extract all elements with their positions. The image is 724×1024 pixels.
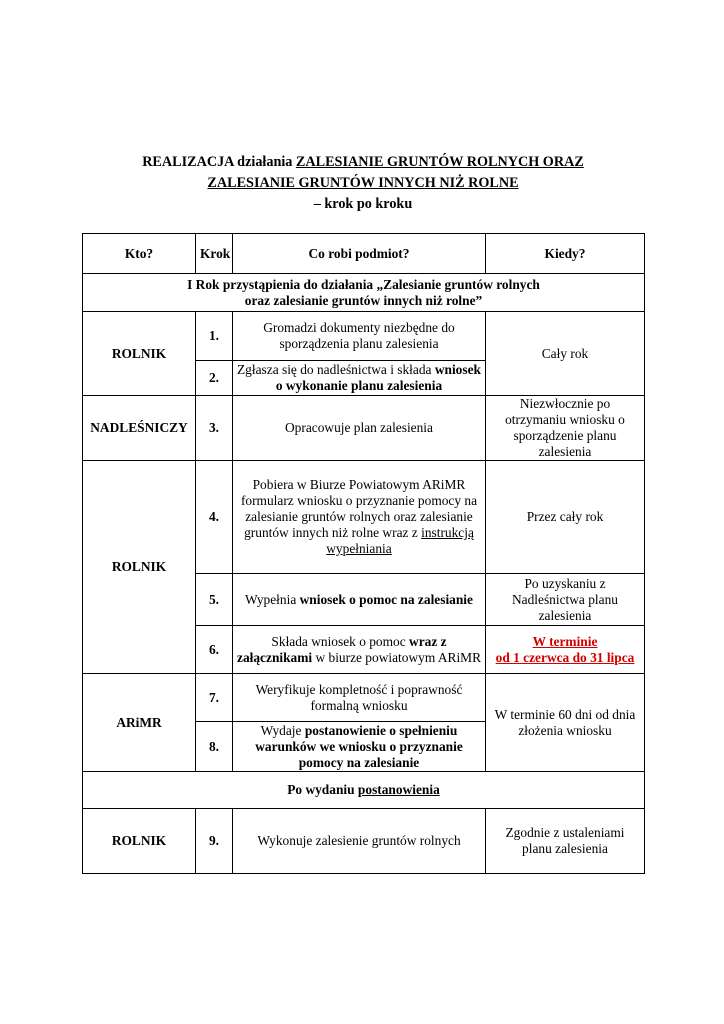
step-6-action-bold: wraz z załącznikami xyxy=(237,633,447,665)
step-1-action: Gromadzi dokumenty niezbędne do sporządzenia planu zalesienia xyxy=(233,312,486,361)
deadline-dates: od 1 czerwca do 31 lipca xyxy=(495,649,635,665)
header-when: Kiedy? xyxy=(486,234,645,274)
step-8: 8. xyxy=(196,722,233,772)
when-deadline xyxy=(486,626,645,674)
step-3-action: Opracowuje plan zalesienia xyxy=(233,396,486,461)
title-lead: REALIZACJA działania xyxy=(142,154,296,170)
step-6-action-plain2: w biurze powiatowym ARiMR xyxy=(312,649,482,665)
step-2-action xyxy=(233,361,486,396)
section-first-year-line2: oraz zalesianie gruntów innych niż rolne” xyxy=(244,292,483,308)
table-row xyxy=(83,312,645,361)
step-5-action-plain: Wypełnia xyxy=(245,591,300,607)
section-first-year-row xyxy=(83,274,645,312)
section-after-decision xyxy=(83,772,645,809)
who-arimr: ARiMR xyxy=(83,674,196,772)
title-line-1 xyxy=(82,152,644,173)
section-after-decision-underlined: postanowienia xyxy=(357,782,440,797)
step-9: 9. xyxy=(196,809,233,874)
step-7-action: Weryfikuje kompletność i poprawność formalną wniosku xyxy=(233,674,486,722)
step-3: 3. xyxy=(196,396,233,461)
section-after-decision-plain: Po wydaniu xyxy=(287,782,358,797)
step-8-action-bold: postanowienie o spełnieniu warunków we wniosku o przyznanie pomocy na zalesianie xyxy=(255,722,463,770)
table-header-row xyxy=(83,234,645,274)
step-9-action: Wykonuje zalesienie gruntów rolnych xyxy=(233,809,486,874)
title-measure-name-part1: ZALESIANIE GRUNTÓW ROLNYCH ORAZ xyxy=(295,154,584,170)
header-step: Krok xyxy=(196,234,233,274)
step-2-action-bold: wniosek o wykonanie planu zalesienia xyxy=(275,362,481,393)
when-throughout-year: Przez cały rok xyxy=(486,461,645,574)
step-4-instructions-link: instrukcją wypełniania xyxy=(326,525,474,556)
step-8-action xyxy=(233,722,486,772)
step-4: 4. xyxy=(196,461,233,574)
deadline-label: W terminie xyxy=(532,633,598,649)
when-all-year: Cały rok xyxy=(486,312,645,396)
table-row xyxy=(83,461,645,574)
step-6-action-plain1: Składa wniosek o pomoc xyxy=(271,633,410,649)
section-first-year-line1: I Rok przystąpienia do działania „Zalesianie gruntów rolnych xyxy=(187,276,540,292)
title-measure-name-part2: ZALESIANIE GRUNTÓW INNYCH NIŻ ROLNE xyxy=(207,175,519,191)
table-row xyxy=(83,396,645,461)
when-per-plan: Zgodnie z ustaleniami planu zalesienia xyxy=(486,809,645,874)
step-5-action-bold: wniosek o pomoc na zalesianie xyxy=(299,591,473,607)
step-4-action-plain: Pobiera w Biurze Powiatowym ARiMR formularz wniosku o przyznanie pomocy na zalesianie gruntów rolnych oraz zalesianie gruntów innych niż rolne wraz z xyxy=(240,477,478,540)
who-rolnik-2: ROLNIK xyxy=(83,461,196,674)
step-2: 2. xyxy=(196,361,233,396)
section-after-decision-row xyxy=(83,772,645,809)
when-after-plan: Po uzyskaniu z Nadleśnictwa planu zalesienia xyxy=(486,574,645,626)
step-2-action-plain: Zgłasza się do nadleśnictwa i składa xyxy=(237,362,432,377)
step-7: 7. xyxy=(196,674,233,722)
table-row xyxy=(83,809,645,874)
who-rolnik-1: ROLNIK xyxy=(83,312,196,396)
step-8-action-plain: Wydaje xyxy=(260,722,305,738)
who-nadlesniczy: NADLEŚNICZY xyxy=(83,396,196,461)
who-rolnik-3: ROLNIK xyxy=(83,809,196,874)
step-6: 6. xyxy=(196,626,233,674)
document-title xyxy=(82,152,644,215)
when-after-request: Niezwłocznie po otrzymaniu wniosku o sporządzenie planu zalesienia xyxy=(486,396,645,461)
step-6-action xyxy=(233,626,486,674)
step-5: 5. xyxy=(196,574,233,626)
when-60-days: W terminie 60 dni od dnia złożenia wniosku xyxy=(486,674,645,772)
step-1: 1. xyxy=(196,312,233,361)
header-who: Kto? xyxy=(83,234,196,274)
steps-table xyxy=(82,233,645,874)
header-what: Co robi podmiot? xyxy=(233,234,486,274)
table-row xyxy=(83,674,645,722)
section-first-year xyxy=(83,274,645,312)
title-subtitle: – krok po kroku xyxy=(313,196,413,212)
step-5-action xyxy=(233,574,486,626)
step-4-action xyxy=(233,461,486,574)
